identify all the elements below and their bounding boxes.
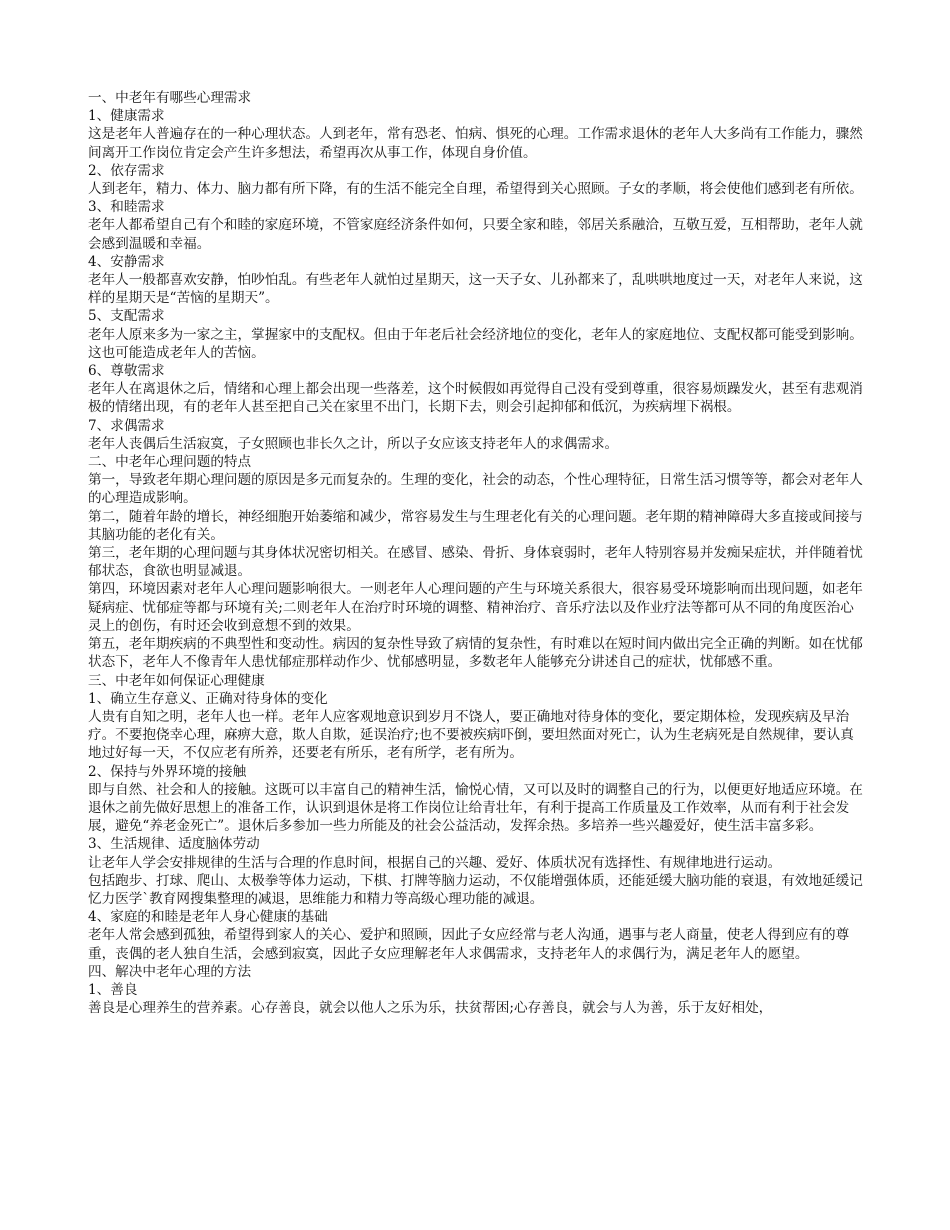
subsection-heading: 4、安静需求: [88, 253, 165, 270]
subsection-heading: 1、善良: [88, 981, 138, 998]
paragraph: 老年人常会感到孤独，希望得到家人的关心、爱护和照顾，因此子女应经常与老人沟通，遇事与老人商量，使老人得到应有的尊重，丧偶的老人独自生活，会感到寂寞，因此子女应理解老年人求偶需求，支持老年人的求偶行为，满足老年人的愿望。: [88, 927, 850, 962]
subsection-heading: 4、家庭的和睦是老年人身心健康的基础: [88, 909, 328, 926]
subsection-heading: 5、支配需求: [88, 308, 165, 325]
paragraph: 包括跑步、打球、爬山、太极拳等体力运动，下棋、打牌等脑力运动，不仅能增强体质，还能延缓大脑功能的衰退，有效地延缓记忆力医学`教育网搜集整理的减退，思维能力和精力等高级心理功能的减退。: [88, 872, 863, 907]
paragraph: 让老年人学会安排规律的生活与合理的作息时间，根据自己的兴趣、爱好、体质状况有选择性、有规律地进行运动。: [88, 854, 782, 871]
section-heading: 四、解决中老年心理的方法: [88, 963, 252, 980]
document-page: [88, 89, 863, 1017]
paragraph: 老年人都希望自己有个和睦的家庭环境，不管家庭经济条件如何，只要全家和睦，邻居关系融洽，互敬互爱，互相帮助，老年人就会感到温暖和幸福。: [88, 217, 863, 252]
paragraph: 老年人丧偶后生活寂寞，子女照顾也非长久之计，所以子女应该支持老年人的求偶需求。: [88, 435, 619, 452]
section-heading: 二、中老年心理问题的特点: [88, 454, 252, 471]
section-heading: 一、中老年有哪些心理需求: [88, 90, 252, 106]
paragraph: 第五，老年期疾病的不典型性和变动性。病因的复杂性导致了病情的复杂性，有时难以在短时间内做出完全正确的判断。如在忧郁状态下，老年人不像青年人患忧郁症那样动作少、忧郁感明显，多数老年人能够充分讲述自己的症状，忧郁感不重。: [88, 636, 863, 671]
subsection-heading: 2、保持与外界环境的接触: [88, 763, 247, 780]
paragraph: 这是老年人普遍存在的一种心理状态。人到老年，常有恐老、怕病、惧死的心理。工作需求退休的老年人大多尚有工作能力，骤然间离开工作岗位肯定会产生许多想法，希望再次从事工作，体现自身价值。: [88, 126, 863, 161]
subsection-heading: 7、求偶需求: [88, 417, 165, 434]
subsection-heading: 3、和睦需求: [88, 199, 165, 216]
paragraph: 老年人一般都喜欢安静，怕吵怕乱。有些老年人就怕过星期天，这一天子女、儿孙都来了，乱哄哄地度过一天，对老年人来说，这样的星期天是“苦恼的星期天”。: [88, 272, 863, 307]
paragraph: 老年人在离退休之后，情绪和心理上都会出现一些落差，这个时候假如再觉得自己没有受到尊重，很容易烦躁发火，甚至有悲观消极的情绪出现，有的老年人甚至把自己关在家里不出门，长期下去，则会引起抑郁和低沉，为疾病埋下祸根。: [88, 381, 863, 416]
paragraph: 人贵有自知之明，老年人也一样。老年人应客观地意识到岁月不饶人，要正确地对待身体的变化，要定期体检，发现疾病及早治疗。不要抱侥幸心理，麻痹大意，欺人自欺，延误治疗;也不要被疾病吓倒，要坦然面对死亡，认为生老病死是自然规律，要认真地过好每一天，不仅应老有所养，还要老有所乐，老有所学，老有所为。: [88, 708, 854, 762]
section-heading: 三、中老年如何保证心理健康: [88, 672, 265, 689]
paragraph: 善良是心理养生的营养素。心存善良，就会以他人之乐为乐，扶贫帮困;心存善良，就会与人为善，乐于友好相处，: [88, 1000, 773, 1017]
subsection-heading: 3、生活规律、适度脑体劳动: [88, 836, 260, 853]
paragraph: 人到老年，精力、体力、脑力都有所下降，有的生活不能完全自理，希望得到关心照顾。子女的孝顺，将会使他们感到老有所依。: [88, 181, 863, 198]
paragraph: 第三，老年期的心理问题与其身体状况密切相关。在感冒、感染、骨折、身体衰弱时，老年人特别容易并发痴呆症状，并伴随着忧郁状态，食欲也明显减退。: [88, 545, 863, 580]
subsection-heading: 1、健康需求: [88, 108, 165, 125]
paragraph: 第四，环境因素对老年人心理问题影响很大。一则老年人心理问题的产生与环境关系很大，很容易受环境影响而出现问题，如老年疑病症、忧郁症等都与环境有关;二则老年人在治疗时环境的调整、精神治疗、音乐疗法以及作业疗法等都可从不同的角度医治心灵上的创伤，有时还会收到意想不到的效果。: [88, 581, 863, 634]
paragraph: 第一，导致老年期心理问题的原因是多元而复杂的。生理的变化，社会的动态，个性心理特征，日常生活习惯等等，都会对老年人的心理造成影响。: [88, 472, 863, 507]
paragraph: 第二，随着年龄的增长，神经细胞开始萎缩和减少，常容易发生与生理老化有关的心理问题。老年期的精神障碍大多直接或间接与其脑功能的老化有关。: [88, 508, 863, 543]
paragraph: 即与自然、社会和人的接触。这既可以丰富自己的精神生活，愉悦心情，又可以及时的调整自己的行为，以便更好地适应环境。在退休之前先做好思想上的准备工作，认识到退休是将工作岗位让给青壮年，有利于提高工作质量及工作效率，从而有利于社会发展，避免“养老金死亡”。退休后多参加一些力所能及的社会公益活动，发挥余热。多培养一些兴趣爱好，使生活丰富多彩。: [88, 781, 863, 835]
subsection-heading: 2、依存需求: [88, 162, 165, 179]
subsection-heading: 1、确立生存意义、正确对待身体的变化: [88, 690, 328, 707]
paragraph: 老年人原来多为一家之主，掌握家中的支配权。但由于年老后社会经济地位的变化，老年人的家庭地位、支配权都可能受到影响。这也可能造成老年人的苦恼。: [88, 326, 863, 361]
subsection-heading: 6、尊敬需求: [88, 363, 165, 380]
